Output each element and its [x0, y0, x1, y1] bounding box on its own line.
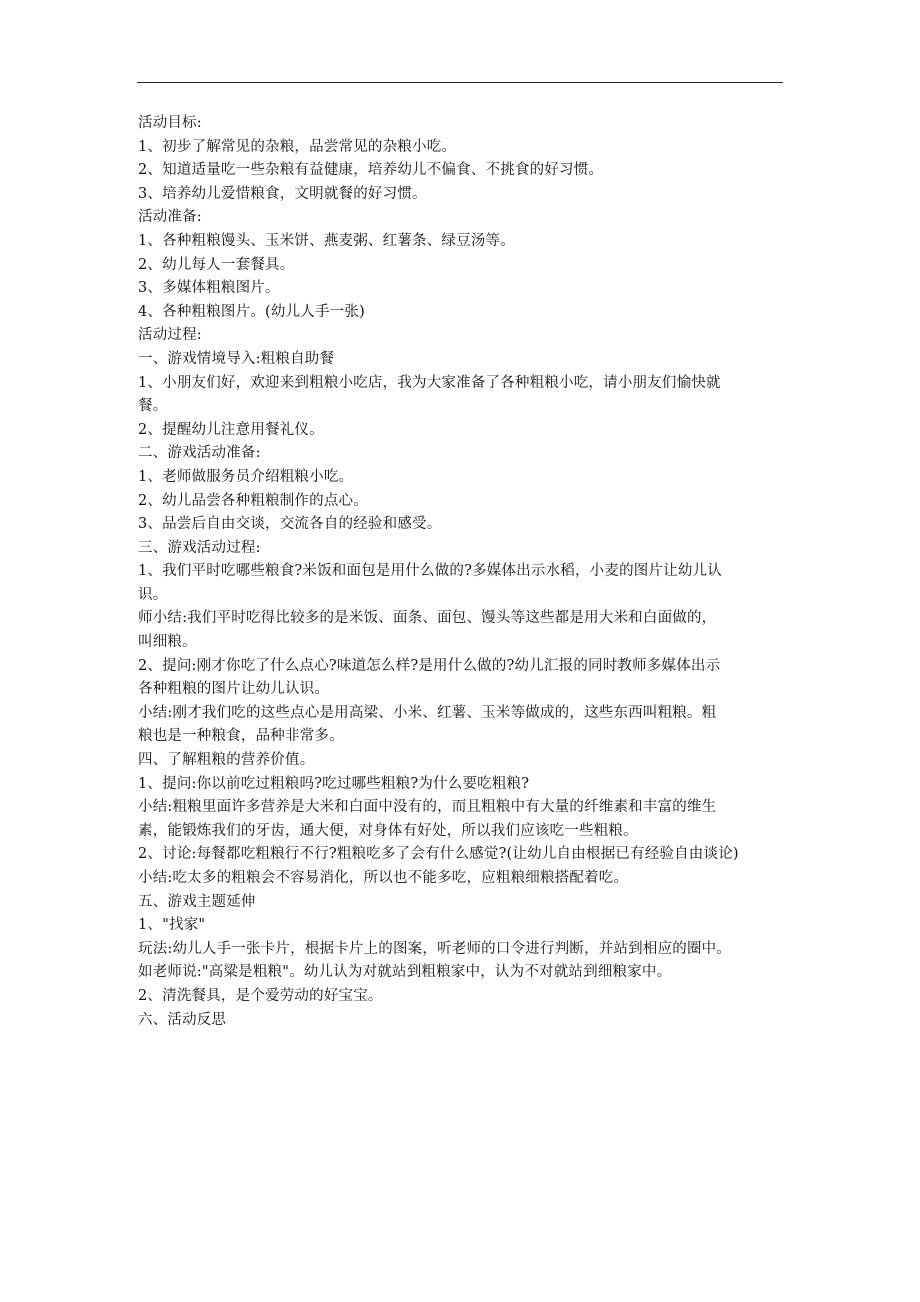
document-line: 五、游戏主题延伸: [138, 893, 256, 910]
document-line: 如老师说:"高粱是粗粮"。幼儿认为对就站到粗粮家中，认为不对就站到细粮家中。: [138, 964, 672, 981]
document-line: 2、清洗餐具，是个爱劳动的好宝宝。: [138, 987, 383, 1004]
document-line: 小结:刚才我们吃的这些点心是用高梁、小米、红薯、玉米等做成的，这些东西叫粗粮。粗: [138, 704, 717, 721]
document-line: 四、了解粗粮的营养价值。: [138, 752, 315, 769]
document-line: 粮也是一种粮食，品种非常多。: [138, 728, 344, 745]
document-line: 活动目标:: [138, 115, 202, 131]
document-line: 2、幼儿每人一套餐具。: [138, 256, 295, 273]
document-body: [138, 112, 788, 1032]
document-line: 1、"找家": [138, 917, 206, 934]
document-line: 小结:粗粮里面许多营养是大米和白面中没有的，而且粗粮中有大量的纤维素和丰富的维生: [138, 799, 717, 816]
document-line: 活动过程:: [138, 327, 202, 344]
document-line: 2、幼儿品尝各种粗粮制作的点心。: [138, 492, 368, 509]
document-line: 1、初步了解常见的杂粮，品尝常见的杂粮小吃。: [138, 138, 457, 155]
document-line: 叫细粮。: [138, 634, 197, 651]
document-line: 1、小朋友们好，欢迎来到粗粮小吃店，我为大家准备了各种粗粮小吃，请小朋友们愉快就: [138, 374, 721, 391]
document-line: 1、各种粗粮馒头、玉米饼、燕麦粥、红薯条、绿豆汤等。: [138, 232, 515, 249]
document-line: 一、游戏情境导入:粗粮自助餐: [138, 350, 335, 367]
document-line: 活动准备:: [138, 209, 202, 226]
document-line: 3、品尝后自由交谈，交流各自的经验和感受。: [138, 516, 442, 533]
document-line: 三、游戏活动过程:: [138, 539, 261, 556]
document-line: 素，能锻炼我们的牙齿，通大便，对身体有好处，所以我们应该吃一些粗粮。: [138, 822, 638, 839]
document-line: 1、老师做服务员介绍粗粮小吃。: [138, 468, 354, 485]
document-line: 2、讨论:每餐都吃粗粮行不行?粗粮吃多了会有什么感觉?(让幼儿自由根据已有经验自由谈论): [138, 846, 739, 863]
document-line: 小结:吃太多的粗粮会不容易消化，所以也不能多吃，应粗粮细粮搭配着吃。: [138, 870, 629, 886]
document-line: 2、提醒幼儿注意用餐礼仪。: [138, 421, 324, 438]
document-line: 识。: [138, 586, 168, 603]
document-line: 2、知道适量吃一些杂粮有益健康，培养幼儿不偏食、不挑食的好习惯。: [138, 162, 604, 179]
document-line: 各种粗粮的图片让幼儿认识。: [138, 681, 330, 698]
document-line: 3、培养幼儿爱惜粮食，文明就餐的好习惯。: [138, 185, 427, 202]
document-line: 六、活动反思: [138, 1011, 227, 1028]
document-line: 师小结:我们平时吃得比较多的是米饭、面条、面包、馒头等这些都是用大米和白面做的，: [138, 610, 717, 627]
header-rule: [137, 82, 783, 83]
document-line: 3、多媒体粗粮图片。: [138, 280, 280, 297]
document-line: 玩法:幼儿人手一张卡片，根据卡片上的图案，听老师的口令进行判断，并站到相应的圈中。: [138, 940, 732, 957]
document-line: 2、提问:刚才你吃了什么点心?味道怎么样?是用什么做的?幼儿汇报的同时教师多媒体出示: [138, 657, 721, 674]
document-line: 1、提问:你以前吃过粗粮吗?吃过哪些粗粮?为什么要吃粗粮?: [138, 775, 530, 792]
document-line: 4、各种粗粮图片。(幼儿人手一张): [138, 303, 365, 320]
document-line: 餐。: [138, 398, 168, 415]
document-line: 1、我们平时吃哪些粮食?米饭和面包是用什么做的?多媒体出示水稻，小麦的图片让幼儿认: [138, 563, 722, 580]
document-line: 二、游戏活动准备:: [138, 445, 261, 462]
